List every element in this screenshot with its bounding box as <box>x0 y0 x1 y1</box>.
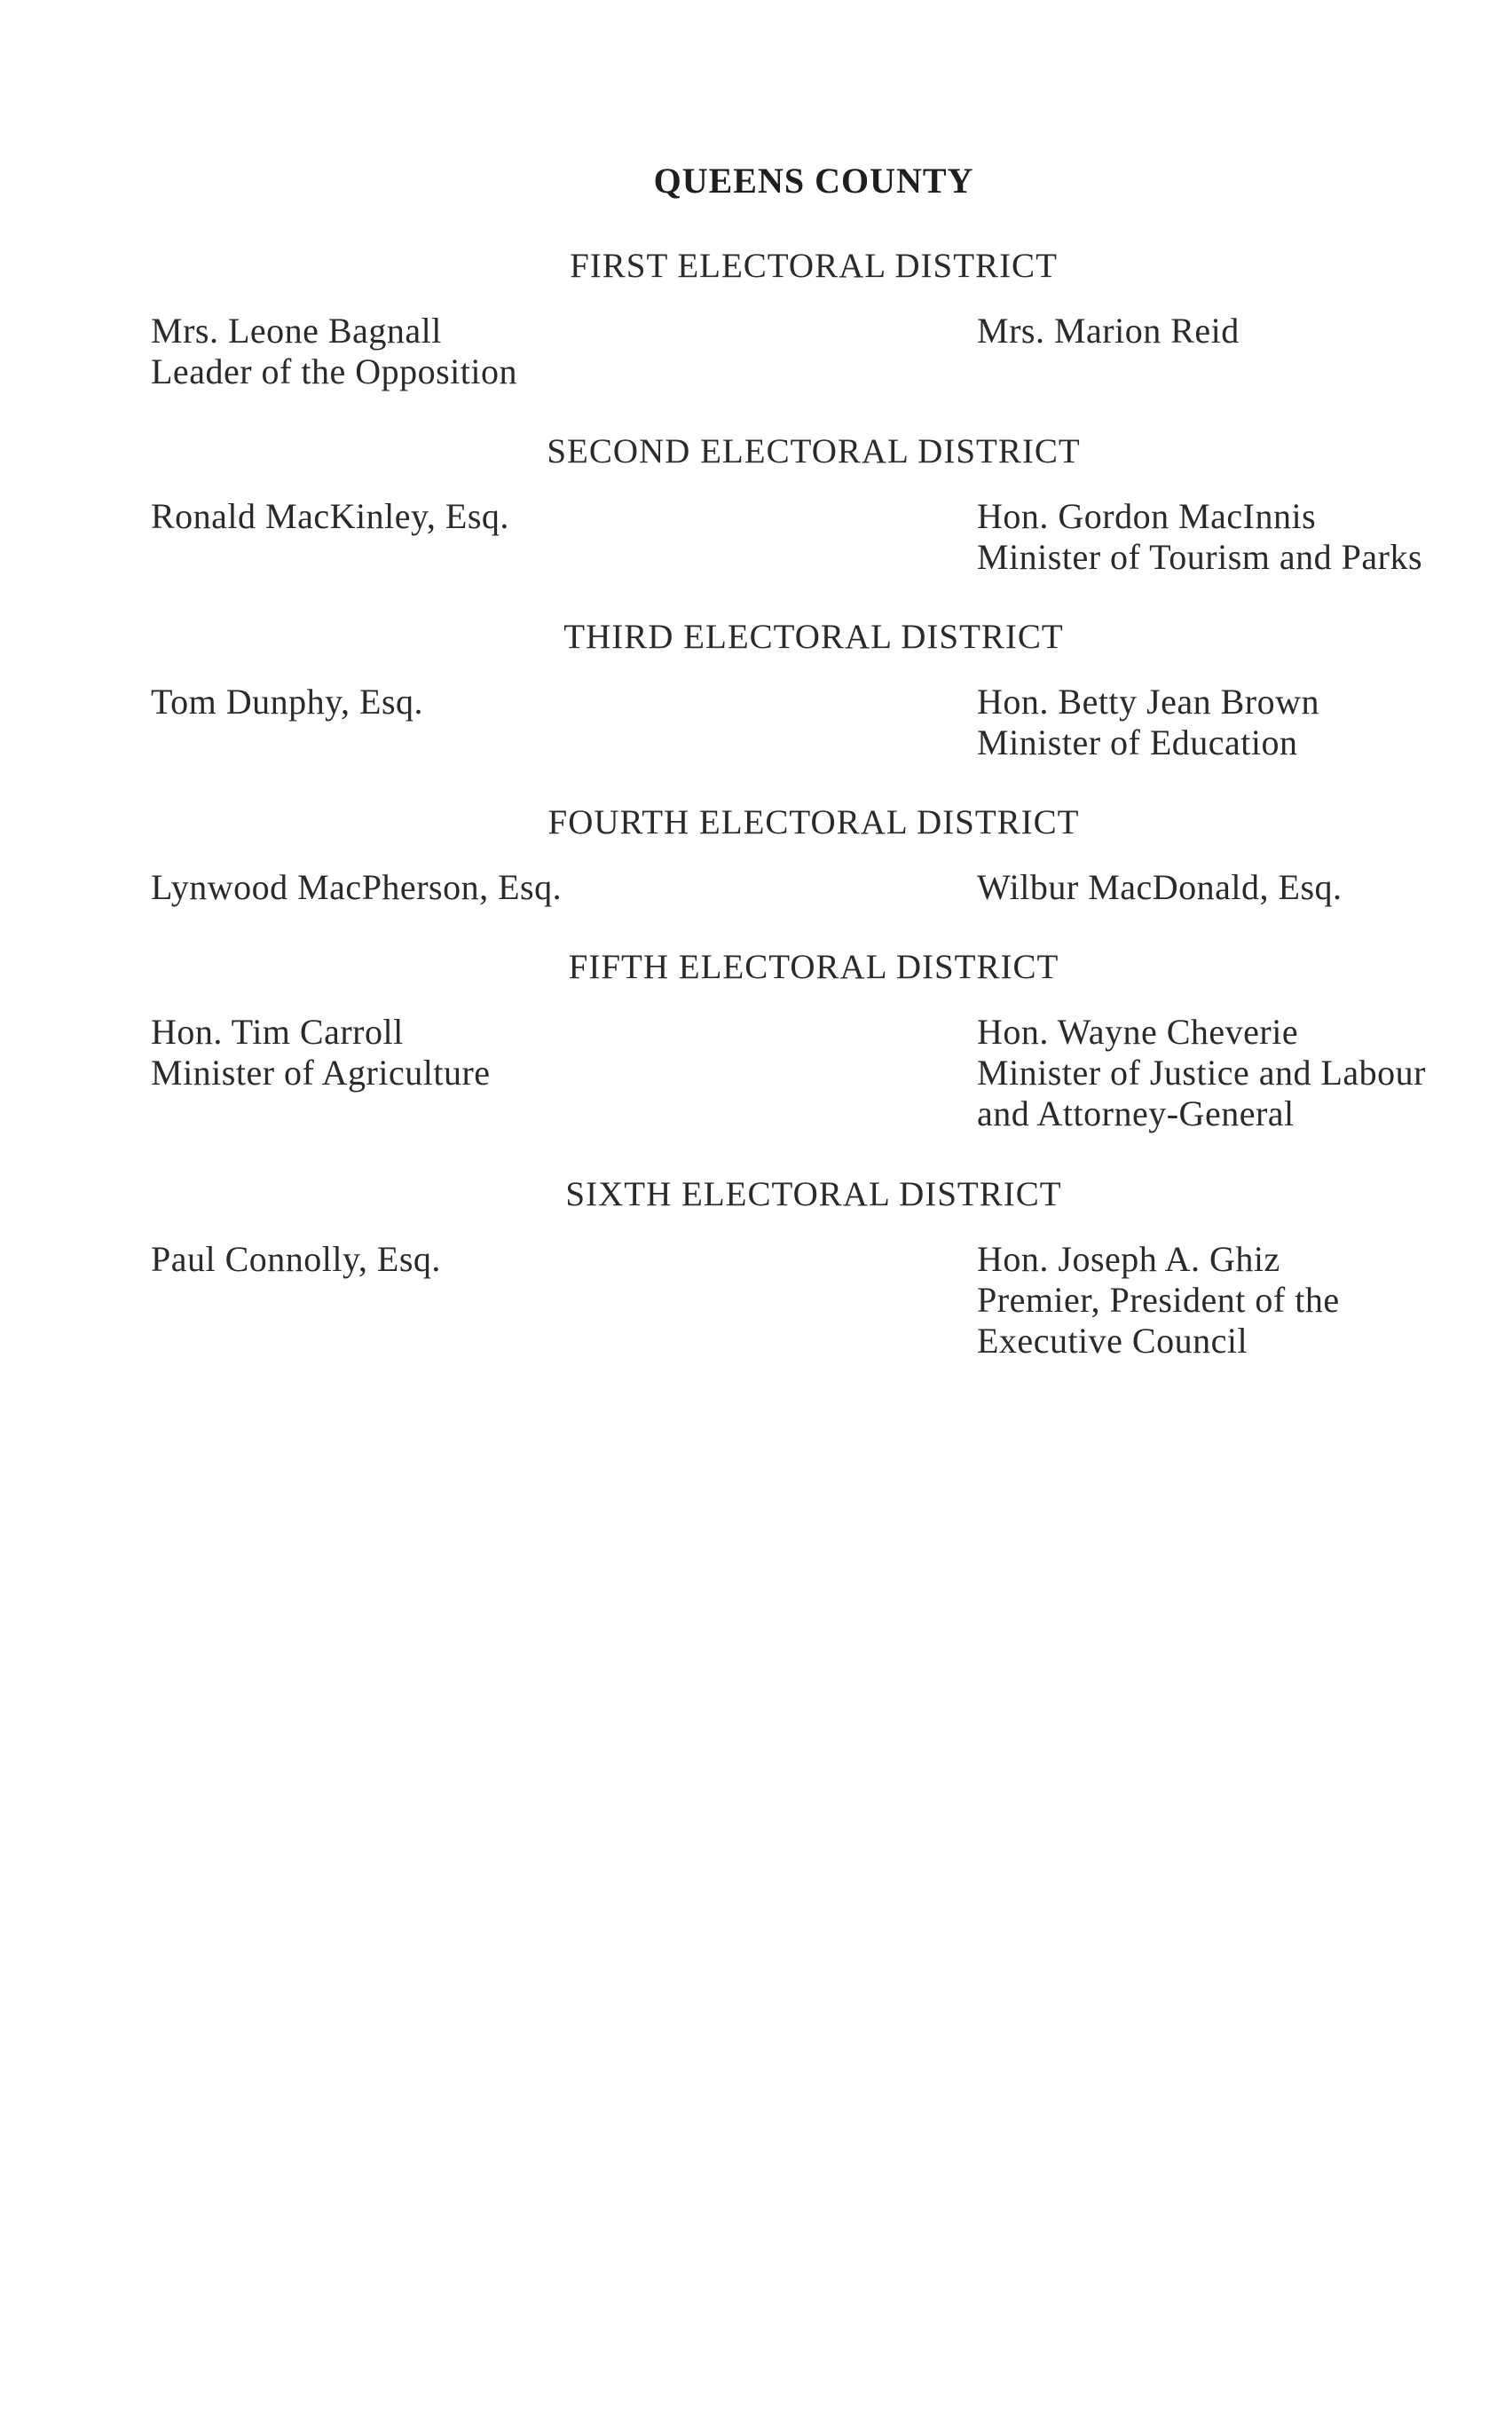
member-role-continued: and Attorney-General <box>977 1093 1295 1133</box>
district-members <box>0 1012 1512 1145</box>
member-name: Mrs. Leone Bagnall <box>151 311 442 351</box>
district-members <box>0 496 1512 629</box>
district-title: SECOND ELECTORAL DISTRICT <box>547 432 1081 470</box>
member-right <box>977 1239 1340 1361</box>
member-left <box>151 1239 441 1280</box>
member-name: Hon. Joseph A. Ghiz <box>977 1239 1280 1279</box>
member-name: Lynwood MacPherson, Esq. <box>151 867 563 907</box>
member-name: Wilbur MacDonald, Esq. <box>977 867 1343 907</box>
member-role: Minister of Justice and Labour <box>977 1053 1426 1093</box>
member-role: Premier, President of the <box>977 1280 1340 1320</box>
member-left <box>151 496 509 537</box>
member-role: Minister of Agriculture <box>151 1053 491 1093</box>
county-title: QUEENS COUNTY <box>653 161 974 201</box>
district-members <box>0 682 1512 815</box>
member-left <box>151 682 423 722</box>
district-title: FIRST ELECTORAL DISTRICT <box>570 247 1058 285</box>
member-right <box>977 867 1343 908</box>
district-sixth <box>0 1168 1512 1372</box>
member-right <box>977 311 1240 351</box>
member-name: Ronald MacKinley, Esq. <box>151 496 509 536</box>
district-title: THIRD ELECTORAL DISTRICT <box>563 618 1064 656</box>
district-members <box>0 1239 1512 1372</box>
member-left <box>151 311 517 392</box>
member-role: Minister of Tourism and Parks <box>977 537 1423 577</box>
member-right <box>977 496 1422 578</box>
district-first <box>0 240 1512 444</box>
member-name: Paul Connolly, Esq. <box>151 1239 441 1279</box>
member-left <box>151 867 562 908</box>
member-name: Mrs. Marion Reid <box>977 311 1240 351</box>
member-name: Tom Dunphy, Esq. <box>151 682 424 722</box>
member-name: Hon. Betty Jean Brown <box>977 682 1320 722</box>
member-left <box>151 1012 491 1093</box>
district-title: FIFTH ELECTORAL DISTRICT <box>568 948 1059 986</box>
member-name: Hon. Gordon MacInnis <box>977 496 1317 536</box>
district-second <box>0 425 1512 629</box>
district-third <box>0 611 1512 815</box>
member-role: Leader of the Opposition <box>151 351 517 391</box>
member-name: Hon. Tim Carroll <box>151 1012 404 1052</box>
member-right <box>977 1012 1426 1134</box>
member-role: Minister of Education <box>977 722 1298 762</box>
member-name: Hon. Wayne Cheverie <box>977 1012 1299 1052</box>
member-role-continued: Executive Council <box>977 1321 1248 1361</box>
district-title: FOURTH ELECTORAL DISTRICT <box>547 803 1080 841</box>
district-title: SIXTH ELECTORAL DISTRICT <box>565 1175 1062 1213</box>
member-right <box>977 682 1319 763</box>
district-members <box>0 311 1512 444</box>
district-fifth <box>0 941 1512 1145</box>
